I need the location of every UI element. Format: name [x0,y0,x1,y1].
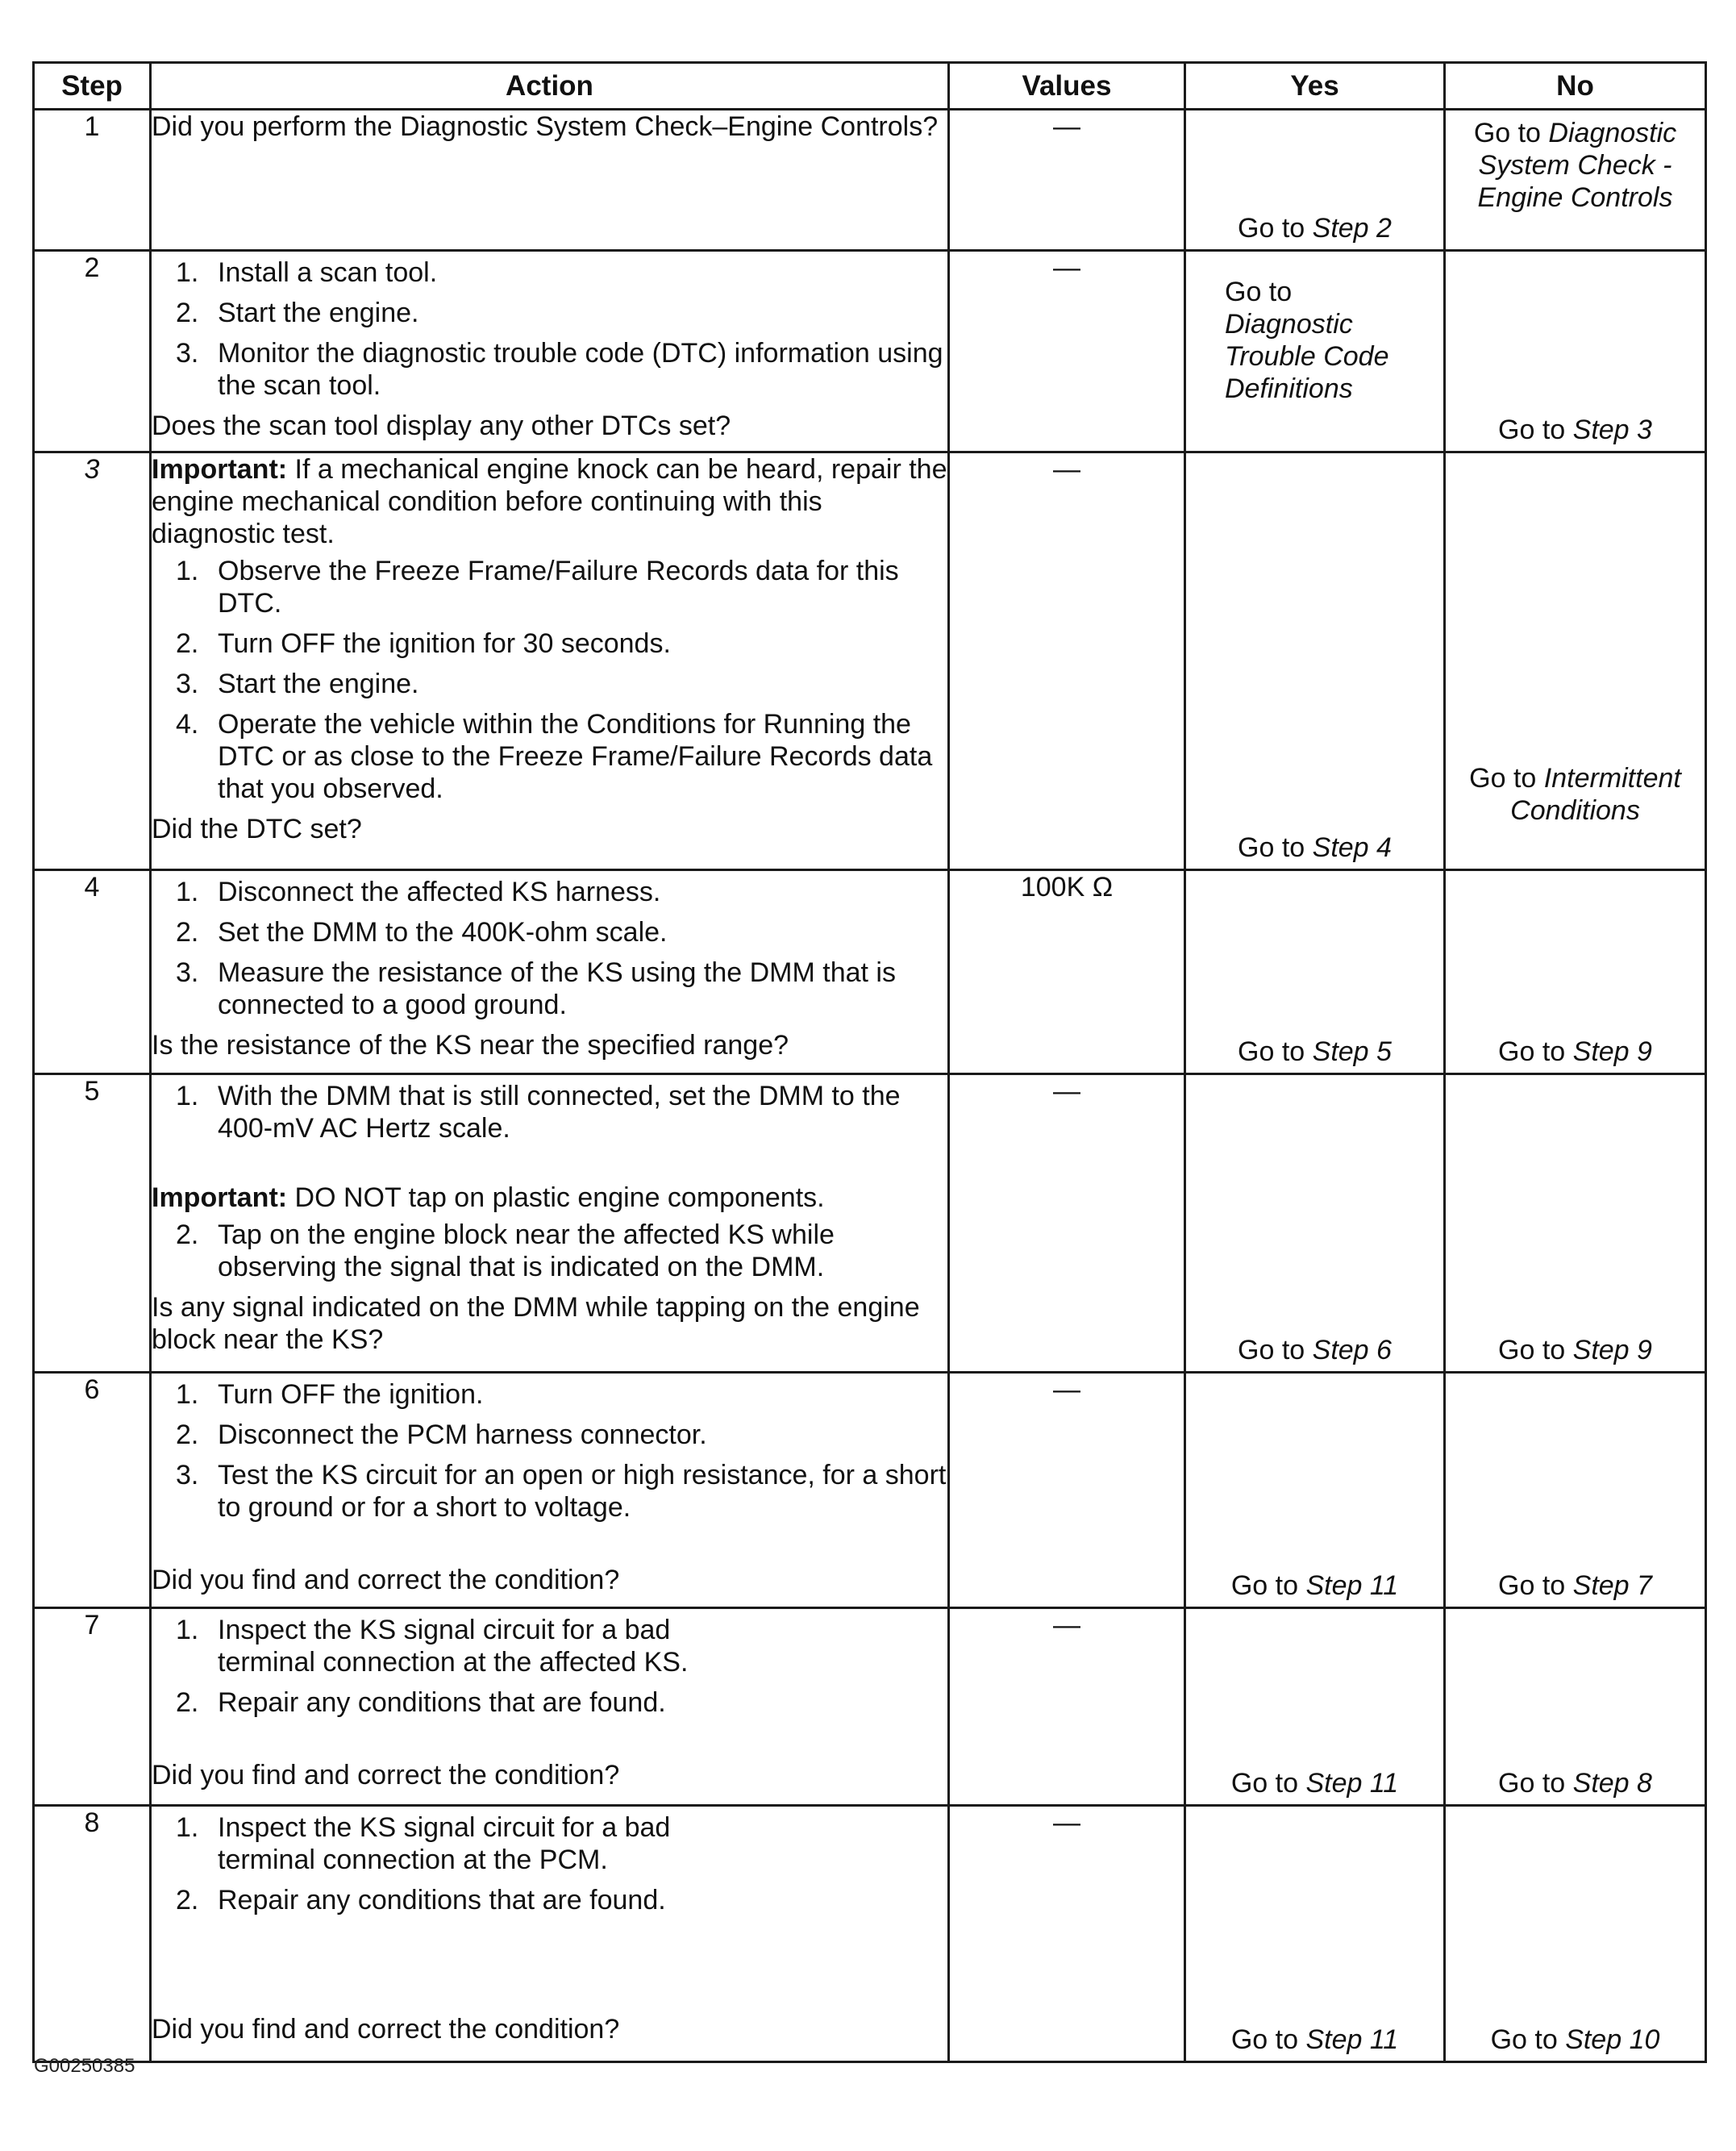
table-row [34,1373,1706,1608]
action-question: Did you find and correct the condition? [152,1760,620,1790]
yes-cell [1185,1074,1445,1373]
action-step: 1. Inspect the KS signal circuit for a bad terminal connection at the affected KS. [176,1615,689,1678]
action-step: 3. Test the KS circuit for an open or high resistance, for a short to ground or for a short to voltage. [176,1460,947,1523]
action-cell [151,1373,949,1608]
action-step: 2. Repair any conditions that are found. [176,1885,666,1915]
step-number: 6 [34,1373,151,1608]
value-cell: — [949,110,1185,251]
yes-answer[interactable]: Go to Step 4 [1238,832,1392,863]
step-number: 4 [34,870,151,1074]
value-cell: — [949,251,1185,452]
header-row [34,63,1706,110]
action-steps [152,1811,947,1916]
value-cell: — [949,1608,1185,1806]
important-note: Important: DO NOT tap on plastic engine components. [152,1182,825,1213]
action-steps [152,1378,947,1524]
yes-cell [1185,452,1445,870]
header-action: Action [151,63,949,110]
action-question: Is any signal indicated on the DMM while tapping on the engine block near the KS? [152,1292,920,1355]
action-step: 1. With the DMM that is still connected, set the DMM to the 400-mV AC Hertz scale. [176,1081,901,1144]
yes-answer[interactable]: Go to Step 5 [1238,1036,1392,1067]
no-answer[interactable]: Go to Step 7 [1498,1570,1652,1601]
no-answer[interactable]: Go to Step 9 [1498,1335,1652,1365]
header-no: No [1445,63,1706,110]
no-answer[interactable]: Go to Step 10 [1490,2024,1660,2055]
table-row [34,1806,1706,2062]
step-number: 5 [34,1074,151,1373]
value-cell: — [949,1806,1185,2062]
action-step: 3. Measure the resistance of the KS using the DMM that is connected to a good ground. [176,957,896,1020]
action-step: 2. Tap on the engine block near the affected KS while observing the signal that is indicated on the DMM. [176,1219,835,1282]
header-values: Values [949,63,1185,110]
action-step: 4. Operate the vehicle within the Conditions for Running the DTC or as close to the Freeze Frame/Failure Records data that you observed. [176,709,933,804]
table-row [34,1608,1706,1806]
action-cell [151,251,949,452]
yes-answer[interactable]: Go to Step 11 [1230,1768,1399,1799]
action-question: Did you find and correct the condition? [152,1565,620,1595]
action-question: Does the scan tool display any other DTCs set? [152,411,731,441]
yes-answer[interactable]: Go to Step 11 [1230,2024,1399,2055]
no-cell [1445,251,1706,452]
step-number: 3 [34,452,151,870]
value-cell: — [949,1074,1185,1373]
step-number: 7 [34,1608,151,1806]
action-question: Did the DTC set? [152,814,362,844]
value-cell: 100K Ω [949,870,1185,1074]
yes-cell [1185,870,1445,1074]
yes-answer[interactable]: Go to Step 11 [1230,1570,1399,1601]
yes-cell [1185,1806,1445,2062]
no-cell [1445,1608,1706,1806]
yes-answer[interactable]: Go to Step 2 [1238,213,1392,244]
action-steps [152,1219,947,1283]
yes-answer[interactable]: Go to Diagnostic Trouble Code Definitions [1225,277,1389,404]
action-steps [152,256,947,402]
action-cell [151,1074,949,1373]
no-cell [1445,1806,1706,2062]
no-cell [1445,870,1706,1074]
step-number: 8 [34,1806,151,2062]
action-step: 1. Disconnect the affected KS harness. [176,877,661,907]
header-yes: Yes [1185,63,1445,110]
action-cell [151,110,949,251]
no-answer[interactable]: Go to Step 8 [1498,1768,1652,1799]
action-steps [152,1614,947,1719]
no-answer[interactable]: Go to Step 9 [1498,1036,1652,1067]
action-cell [151,452,949,870]
yes-cell [1185,110,1445,251]
no-answer[interactable]: Go to Intermittent Conditions [1469,763,1681,826]
yes-cell [1185,251,1445,452]
table-row [34,251,1706,452]
yes-cell [1185,1608,1445,1806]
value-cell: — [949,452,1185,870]
action-step: 3. Monitor the diagnostic trouble code (DTC) information using the scan tool. [176,338,943,401]
step-number: 1 [34,110,151,251]
no-answer[interactable]: Go to Step 3 [1498,415,1652,445]
action-step: 2. Turn OFF the ignition for 30 seconds. [176,628,671,659]
action-question: Did you perform the Diagnostic System Check–Engine Controls? [152,111,939,142]
important-note: Important: If a mechanical engine knock can be heard, repair the engine mechanical condition before continuing with this diagnostic test. [152,454,947,549]
table-row [34,1074,1706,1373]
action-steps [152,1080,947,1144]
action-steps [152,555,947,805]
action-steps [152,876,947,1021]
figure-code: G00250385 [34,2055,135,2077]
action-cell [151,1806,949,2062]
no-cell [1445,1074,1706,1373]
action-step: 2. Set the DMM to the 400K-ohm scale. [176,917,668,948]
yes-answer[interactable]: Go to Step 6 [1238,1335,1392,1365]
action-step: 1. Observe the Freeze Frame/Failure Records data for this DTC. [176,556,899,619]
action-step: 1. Inspect the KS signal circuit for a bad terminal connection at the PCM. [176,1812,671,1875]
action-step: 3. Start the engine. [176,669,419,699]
no-answer[interactable]: Go to Diagnostic System Check - Engine Controls [1473,118,1677,213]
value-cell: — [949,1373,1185,1608]
no-cell [1445,110,1706,251]
action-cell [151,1608,949,1806]
no-cell [1445,1373,1706,1608]
action-step: 2. Start the engine. [176,298,419,328]
step-number: 2 [34,251,151,452]
table-row [34,452,1706,870]
action-question: Did you find and correct the condition? [152,2014,620,2045]
table-row [34,110,1706,251]
action-cell [151,870,949,1074]
action-step: 2. Repair any conditions that are found. [176,1687,666,1718]
header-step: Step [34,63,151,110]
action-step: 1. Install a scan tool. [176,257,438,288]
yes-cell [1185,1373,1445,1608]
action-step: 2. Disconnect the PCM harness connector. [176,1419,707,1450]
action-step: 1. Turn OFF the ignition. [176,1379,484,1410]
table-row [34,870,1706,1074]
action-question: Is the resistance of the KS near the specified range? [152,1030,789,1061]
diagnostic-table [32,61,1707,2063]
no-cell [1445,452,1706,870]
